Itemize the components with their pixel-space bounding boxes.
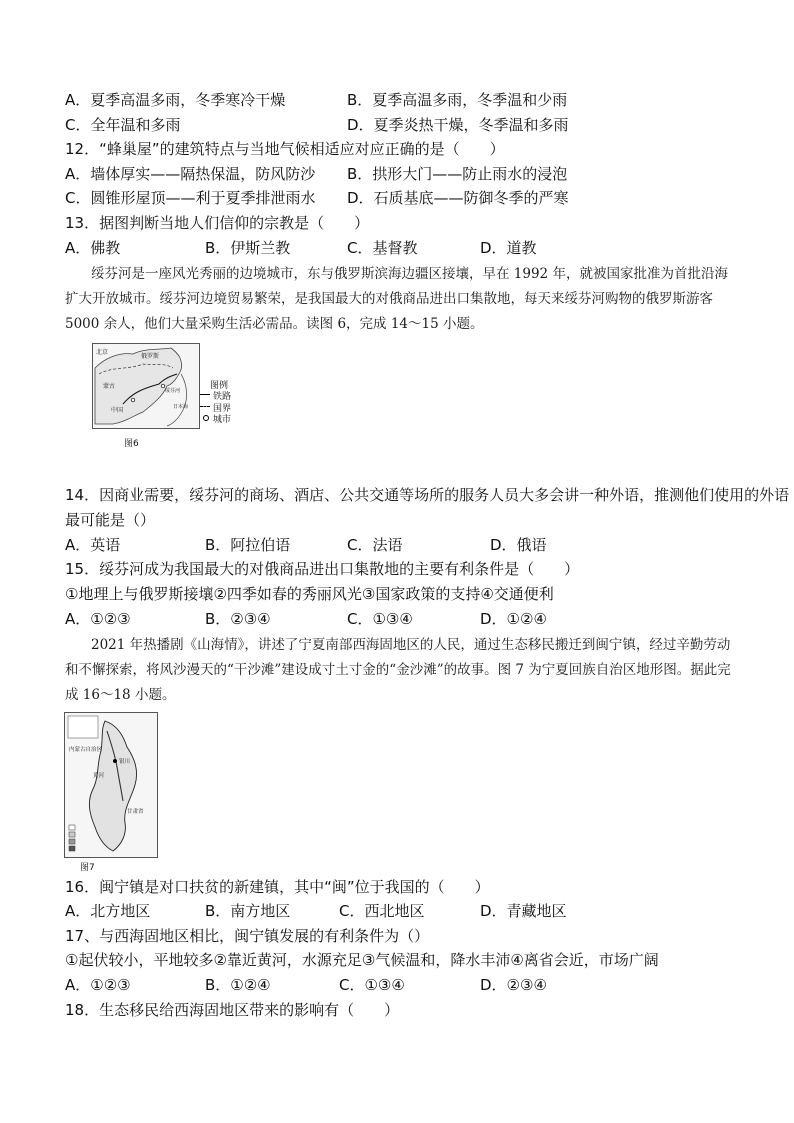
q14-option-b: B．阿拉伯语 — [205, 536, 291, 554]
q17-option-b: B．①②④ — [205, 976, 271, 994]
q14-option-a: A．英语 — [65, 536, 121, 554]
fig6-legend-title: 图例 — [210, 381, 229, 391]
q12-option-a: A．墙体厚实——隔热保温，防风防沙 — [65, 165, 316, 183]
q11-option-d: D．夏季炎热干燥，冬季温和多雨 — [347, 116, 569, 134]
q14-stem-line1: 14．因商业需要，绥芬河的商场、酒店、公共交通等场所的服务人员大多会讲一种外语，推测他们使用的外语 — [65, 486, 790, 504]
q17-option-d: D．②③④ — [480, 976, 547, 994]
q17-option-c: C．①③④ — [339, 976, 405, 994]
q15-items: ①地理上与俄罗斯接壤②四季如春的秀丽风光③国家政策的支持④交通便利 — [65, 585, 554, 603]
q12-option-b: B．拱形大门——防止雨水的浸泡 — [347, 165, 568, 183]
passage-suifenhe: 绥芬河是一座风光秀丽的边境城市，东与俄罗斯滨海边疆区接壤，早在 1992 年，就被国家批准为首批沿海扩大开放城市。绥芬河边境贸易繁荣，是我国最大的对俄商品进出口集散地，每天来绥芬河购物的俄罗斯游客 5000 余人，他们大量采购生活必需品。读图 6，完成 14～15 小题。 — [65, 266, 728, 332]
q16-option-b: B．南方地区 — [205, 902, 291, 920]
q13-option-a: A．佛教 — [65, 239, 121, 257]
q17-items: ①起伏较小，平地较多②靠近黄河，水源充足③气候温和，降水丰沛④离省会近，市场广阔 — [65, 951, 659, 969]
figure-7-caption: 图7 — [80, 863, 95, 873]
figure-7-map — [64, 712, 158, 858]
fig6-label-city: 绥芬河 — [165, 388, 181, 394]
q11-option-a: A．夏季高温多雨，冬季寒冷干燥 — [65, 91, 286, 109]
q13-option-c: C．基督教 — [347, 239, 418, 257]
fig7-label-gansu: 甘肃省 — [127, 809, 144, 815]
fig7-label-yinchuan: 银川 — [119, 759, 131, 765]
q13-stem: 13．据图判断当地人们信仰的宗教是（ ） — [65, 214, 370, 232]
figure-7-map-svg — [65, 713, 157, 857]
q12-option-d: D．石质基底——防御冬季的严寒 — [347, 189, 569, 207]
q14-option-c: C．法语 — [347, 536, 403, 554]
q14-option-d: D．俄语 — [490, 536, 547, 554]
q13-option-d: D．道教 — [480, 239, 537, 257]
q12-stem: 12．“蜂巢屋”的建筑特点与当地气候相适应对应正确的是（ ） — [65, 140, 505, 158]
q15-option-a: A．①②③ — [65, 610, 131, 628]
q16-option-c: C．西北地区 — [339, 902, 425, 920]
passage-shanhaiqing: 2021 年热播剧《山海情》，讲述了宁夏南部西海固地区的人民，通过生态移民搬迁到闽宁镇，经过辛勤劳动和不懈探索，将风沙漫天的“干沙滩”建设成寸土寸金的“金沙滩”的故事。图 7 为宁夏回族自治区地形图。据此完成 16～18 小题。 — [65, 637, 731, 703]
fig6-legend-border: 国界 — [213, 404, 232, 414]
q13-option-b: B．伊斯兰教 — [205, 239, 291, 257]
border-legend-line-icon — [200, 406, 210, 407]
fig6-label-sea: 日本海 — [173, 404, 189, 410]
q11-option-b: B．夏季高温多雨，冬季温和少雨 — [347, 91, 568, 109]
q15-stem: 15．绥芬河成为我国最大的对俄商品进出口集散地的主要有利条件是（ ） — [65, 560, 580, 578]
q16-option-d: D．青藏地区 — [480, 902, 567, 920]
q16-stem: 16．闽宁镇是对口扶贫的新建镇，其中“闽”位于我国的（ ） — [65, 878, 490, 896]
q18-stem: 18．生态移民给西海固地区带来的影响有（ ） — [65, 1001, 400, 1019]
q12-option-c: C．圆锥形屋顶——利于夏季排泄雨水 — [65, 189, 316, 207]
fig6-label-mongolia: 蒙古 — [103, 383, 116, 390]
q11-option-c: C．全年温和多雨 — [65, 116, 181, 134]
rail-legend-line-icon — [200, 394, 210, 395]
fig6-label-russia: 俄罗斯 — [141, 353, 160, 360]
q14-stem-line2: 最可能是（） — [65, 511, 156, 529]
figure-6-legend — [200, 360, 248, 430]
figure-6-caption: 图6 — [124, 439, 139, 449]
q15-option-d: D．①②④ — [480, 610, 547, 628]
q16-option-a: A．北方地区 — [65, 902, 151, 920]
fig6-legend-rail: 铁路 — [213, 392, 232, 402]
fig6-label-china: 中国 — [111, 407, 124, 414]
q17-option-a: A．①②③ — [65, 976, 131, 994]
city-legend-dot-icon — [203, 415, 209, 421]
q17-stem: 17、与西海固地区相比，闽宁镇发展的有利条件为（） — [65, 927, 430, 945]
q15-option-c: C．①③④ — [347, 610, 413, 628]
fig6-label-north: 北京 — [96, 349, 109, 356]
figure-6-map-svg — [93, 344, 199, 428]
fig7-label-inner-mongolia: 内蒙古自治区 — [69, 747, 103, 753]
fig6-legend-city: 城市 — [213, 415, 232, 425]
figure-6-map — [92, 343, 200, 429]
q15-option-b: B．②③④ — [205, 610, 271, 628]
fig7-label-yellow-river: 黄河 — [93, 773, 105, 779]
